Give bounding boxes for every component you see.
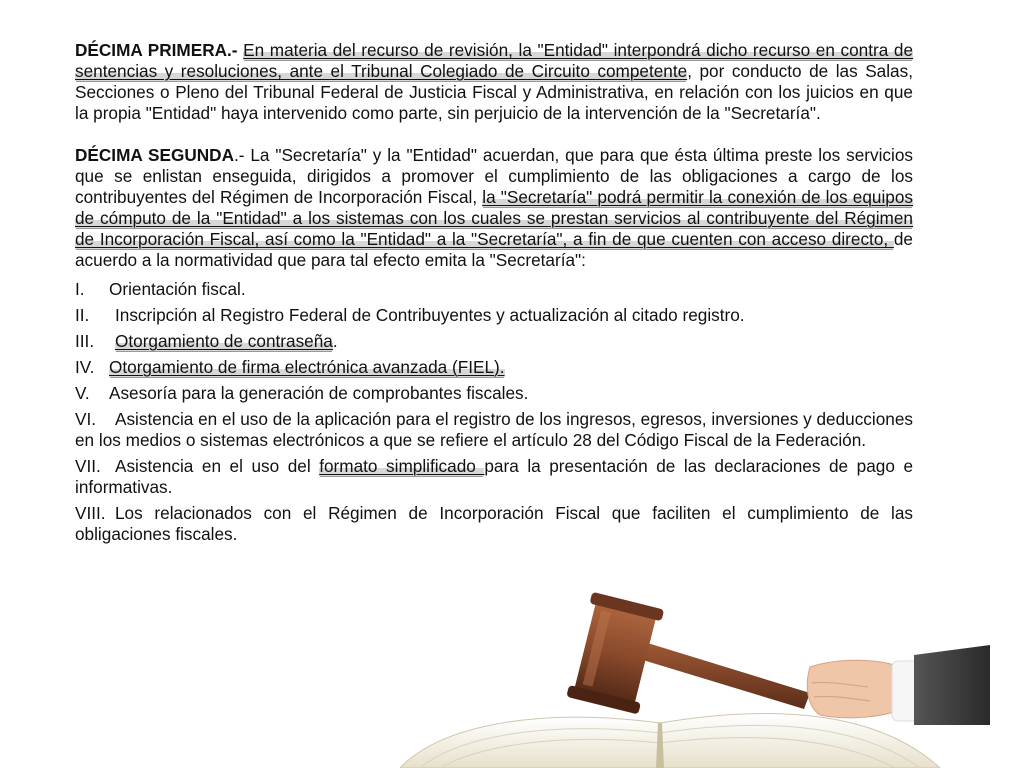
underlined-text: Otorgamiento de contraseña xyxy=(115,331,333,351)
list-number: I. xyxy=(75,279,85,299)
list-number: V. xyxy=(75,383,90,403)
list-item xyxy=(75,383,913,404)
list-item xyxy=(75,357,913,378)
gavel-and-book-illustration xyxy=(380,575,990,768)
underlined-text: formato simplificado xyxy=(319,456,485,476)
list-number: VII. xyxy=(75,456,101,476)
list-item xyxy=(75,409,913,451)
clause-heading: DÉCIMA PRIMERA.- xyxy=(75,40,238,60)
clause-decima-segunda xyxy=(75,145,913,271)
list-text: Orientación fiscal. xyxy=(109,279,246,299)
underlined-text: la "Secretaría" podrá permitir la conexión de los equipos de cómputo de la "Entidad" a los sistemas con los cuales se prestan servicios al contribuyente del Régimen de Incorporación Fiscal, así como la "Entidad" a la "Secretaría", a fin de que cuenten con acceso directo, xyxy=(75,187,913,249)
list-text: Asesoría para la generación de comprobantes fiscales. xyxy=(109,383,529,403)
list-number: VI. xyxy=(75,409,97,429)
list-text: para la presentación de las declaraciones de pago e informativas. xyxy=(75,456,914,497)
list-text: Los relacionados con el Régimen de Incorporación Fiscal que faciliten el cumplimiento de las obligaciones fiscales. xyxy=(75,503,913,544)
clause-text: , por conducto de las Salas, Secciones o Pleno del Tribunal Federal de Justicia Fiscal y Administrativa, en relación con los juicios en que la propia "Entidad" haya intervenido como parte, sin perjuicio de la intervención de la "Secretaría". xyxy=(75,61,913,123)
clause-decima-primera xyxy=(75,40,913,124)
list-number: VIII. xyxy=(75,503,106,523)
clause-heading: DÉCIMA SEGUNDA xyxy=(75,145,234,165)
list-number: II. xyxy=(75,305,90,325)
underlined-text: En materia del recurso de revisión, la "Entidad" interpondrá dicho recurso en contra de sentencias y resoluciones, ante el Tribunal Colegiado de Circuito competente xyxy=(75,40,914,81)
list-item xyxy=(75,503,913,545)
hand-with-sleeve xyxy=(807,645,990,725)
list-text: Asistencia en el uso del xyxy=(115,456,320,476)
services-list xyxy=(75,279,913,545)
list-item xyxy=(75,331,913,352)
list-item xyxy=(75,456,913,498)
clause-text: .- La "Secretaría" y la "Entidad" acuerdan, que para que ésta última preste los servicios que se enlistan enseguida, dirigidos a promover el cumplimiento de las obligaciones a cargo de los contribuyentes del Régimen de Incorporación Fiscal, xyxy=(75,145,913,207)
underlined-text: Otorgamiento de firma electrónica avanzada (FIEL). xyxy=(109,357,505,377)
list-number: III. xyxy=(75,331,95,351)
list-number: IV. xyxy=(75,357,95,377)
list-text: Asistencia en el uso de la aplicación para el registro de los ingresos, egresos, inversiones y deducciones en los medios o sistemas electrónicos a que se refiere el artículo 28 del Código Fiscal de la Federación. xyxy=(75,409,913,450)
open-book xyxy=(400,713,940,768)
list-item xyxy=(75,305,913,326)
list-item xyxy=(75,279,913,300)
gavel-icon xyxy=(566,592,810,715)
document-body xyxy=(75,40,913,545)
list-text: Inscripción al Registro Federal de Contribuyentes y actualización al citado registro. xyxy=(115,305,745,325)
list-text: . xyxy=(332,331,338,351)
clause-text: de acuerdo a la normatividad que para tal efecto emita la "Secretaría": xyxy=(75,229,913,270)
